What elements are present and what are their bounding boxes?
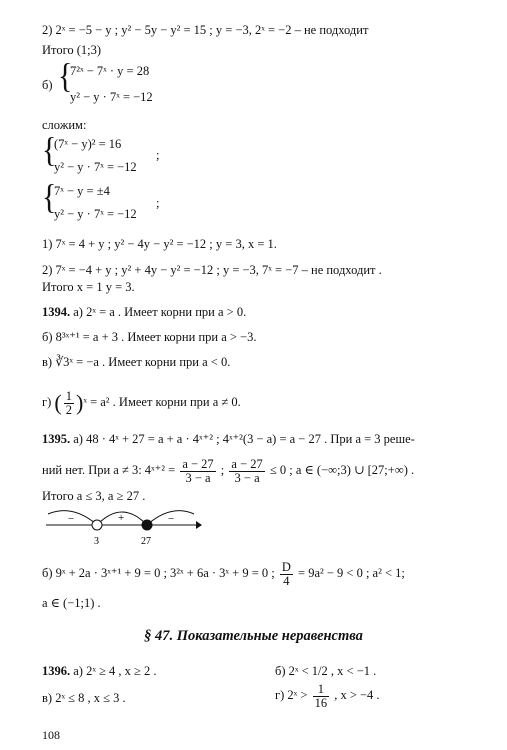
- label-b: б): [42, 78, 53, 92]
- system2-semicolon: ;: [156, 196, 160, 210]
- paren-open: (: [54, 390, 62, 416]
- system1-semicolon: ;: [156, 148, 160, 162]
- fraction-denominator: 3 − a: [185, 470, 211, 485]
- fraction-numerator: D: [281, 559, 291, 574]
- page-number: 108: [42, 728, 60, 742]
- problem-1396-g-pre: г) 2ˣ >: [275, 688, 308, 702]
- section-heading: § 47. Показательные неравенства: [144, 628, 363, 644]
- line-case2: 2) 2ˣ = −5 − y ; y² − 5y − y² = 15 ; y = −3, 2ˣ = −2 – не подходит: [42, 23, 369, 37]
- problem-1394-b: б) 8³ˣ⁺¹ = a + 3 . Имеет корни при a > −3.: [42, 330, 257, 344]
- problem-1396-g-post: , x > −4 .: [334, 688, 380, 702]
- sign-plus: +: [118, 512, 125, 524]
- axis-arrow: [196, 521, 202, 529]
- problem-1396-b: б) 2ˣ < 1/2 , x < −1 .: [275, 664, 377, 678]
- tick-label-3: 3: [94, 536, 99, 547]
- problem-1395-b1-post: = 9a² − 9 < 0 ; a² < 1;: [298, 566, 405, 580]
- problem-1395-a2-post: ≤ 0 ; a ∈ (−∞;3) ∪ [27;+∞) .: [269, 463, 415, 477]
- problem-number-1395: 1395.: [42, 432, 71, 446]
- system-b-eq2: y² − y · 7ˣ = −12: [70, 90, 153, 104]
- label-add: сложим:: [42, 118, 87, 132]
- system2-eq2: y² − y · 7ˣ = −12: [54, 207, 137, 221]
- line-total-2: Итого x = 1 y = 3.: [42, 280, 135, 294]
- problem-1394-v: в) ∛3ˣ = −a . Имеет корни при a < 0.: [42, 355, 231, 369]
- fraction-numerator: a − 27: [182, 456, 214, 471]
- problem-1394-a-text: а) 2ˣ = a . Имеет корни при a > 0.: [73, 305, 247, 319]
- problem-1395-b-line2: a ∈ (−1;1) .: [42, 596, 101, 610]
- fraction-one-half: [64, 390, 74, 417]
- problem-1396-v: в) 2ˣ ≤ 8 , x ≤ 3 .: [42, 691, 126, 705]
- system-b-eq1: 7²ˣ − 7ˣ · y = 28: [70, 64, 150, 78]
- sign-minus-left: −: [68, 513, 75, 525]
- brace-system-b: {: [58, 57, 73, 96]
- tick-label-27: 27: [141, 536, 151, 547]
- brace-system-2: {: [42, 178, 57, 217]
- sign-minus-right: −: [168, 513, 175, 525]
- problem-1394-a: [42, 304, 246, 320]
- line-sub-2: 2) 7ˣ = −4 + y ; y² + 4y − y² = −12 ; y = −3, 7ˣ = −7 – не подходит .: [42, 263, 382, 277]
- fraction-numerator: 1: [313, 683, 330, 697]
- line-total-1: Итого (1;3): [42, 43, 102, 57]
- fraction-numerator: a − 27: [231, 456, 263, 471]
- problem-1395-a2-pre: ний нет. При a ≠ 3: 4ˣ⁺² =: [42, 463, 176, 477]
- system1-eq2: y² − y · 7ˣ = −12: [54, 160, 137, 174]
- problem-1396-g: [275, 680, 380, 710]
- problem-1394-g-label: г): [42, 395, 52, 409]
- problem-number-1394: 1394.: [42, 305, 71, 319]
- fraction-numerator: 1: [65, 388, 72, 403]
- problem-1395-a-text: а) 48 · 4ˣ + 27 = a + a · 4ˣ⁺² ; 4ˣ⁺²(3 − a) = a − 27 . При a = 3 реше-: [73, 432, 415, 446]
- problem-1395-total: Итого a ≤ 3, a ≥ 27 .: [42, 489, 146, 503]
- closed-point-27: [142, 520, 152, 530]
- fraction-denominator: 3 − a: [234, 470, 260, 485]
- fraction-denominator: 16: [314, 695, 328, 710]
- fraction-denominator: 2: [65, 402, 72, 417]
- system1-eq1: (7ˣ − y)² = 16: [54, 137, 122, 151]
- problem-number-1396: 1396.: [42, 664, 71, 678]
- problem-1396-a: [42, 663, 157, 679]
- fraction-a-27-over-3-a-2: [229, 458, 264, 485]
- problem-1396-a-text: а) 2ˣ ≥ 4 , x ≥ 2 .: [73, 664, 157, 678]
- system2-eq1: 7ˣ − y = ±4: [54, 184, 110, 198]
- number-line-diagram: [42, 502, 202, 548]
- problem-1394-g: [42, 387, 241, 418]
- paren-close: ): [76, 390, 84, 416]
- problem-1395-b1-pre: б) 9ˣ + 2a · 3ˣ⁺¹ + 9 = 0 ; 3²ˣ + 6a · 3ˣ + 9 = 0 ;: [42, 566, 275, 580]
- problem-1395-a-line1: [42, 431, 415, 447]
- fraction-one-sixteenth: [313, 683, 330, 710]
- brace-system-1: {: [42, 131, 57, 170]
- fraction-d-over-4: [280, 561, 293, 588]
- problem-1395-a2-mid: ;: [220, 463, 225, 477]
- problem-1394-g-text: ˣ = a² . Имеет корни при a ≠ 0.: [83, 395, 241, 409]
- problem-1395-b-line1: [42, 558, 405, 588]
- line-sub-1: 1) 7ˣ = 4 + y ; y² − 4y − y² = −12 ; y = 3, x = 1.: [42, 237, 277, 251]
- fraction-a-27-over-3-a: [180, 458, 215, 485]
- fraction-denominator: 4: [283, 573, 290, 588]
- problem-1395-a-line2: [42, 455, 414, 485]
- open-point-3: [92, 520, 102, 530]
